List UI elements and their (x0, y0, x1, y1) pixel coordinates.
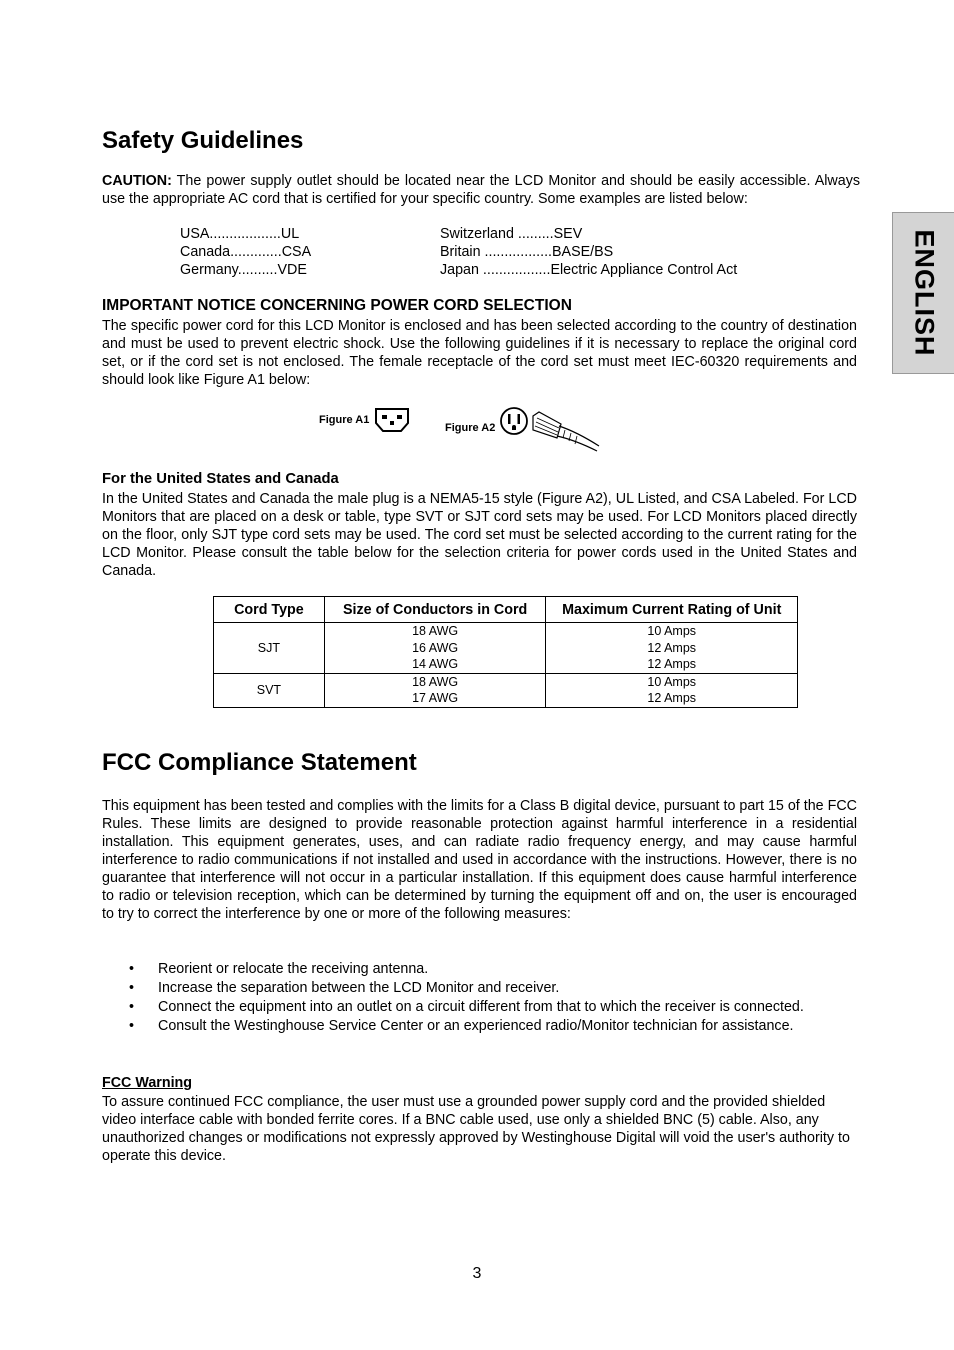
fcc-warning-title: FCC Warning (102, 1075, 193, 1091)
current-rating: 12 Amps (647, 657, 697, 671)
current-rating-cell (546, 673, 798, 707)
usca-paragraph: In the United States and Canada the male plug is a NEMA5-15 style (Figure A2), UL Listed, and CSA Labeled. For LCD Monitors that are placed on a desk or table, type SVT or SJT cord sets may be used. For LCD Monitors placed directly on the floor, only SJT type cord sets may be used. The cord set must be selected according to the current rating for the LCD Monitor. Please consult the table below for the selection criteria for power cords used in the United States and Canada. (102, 491, 857, 579)
receptacle-icon (373, 406, 411, 434)
safety-title: Safety Guidelines (102, 127, 304, 154)
fcc-paragraph: This equipment has been tested and complies with the limits for a Class B digital device, pursuant to part 15 of the FCC Rules. These limits are designed to provide reasonable protection against harmful interference in a residential installation. This equipment generates, uses, and can radiate radio frequency energy, and may cause harmful interference to radio communications if not installed and used in accordance with the instructions. However, there is no guarantee that interference will not occur in a particular installation. If this equipment does cause harmful interference to radio or television reception, which can be determined by turning the equipment off and on, the user is encouraged to try to correct the interference by one or more of the following measures: (102, 798, 857, 922)
caution-label: CAUTION: (102, 173, 172, 189)
conductor-size: 18 AWG (412, 674, 459, 689)
country-item: Switzerland .........SEV (440, 226, 583, 242)
fcc-warning-paragraph: To assure continued FCC compliance, the user must use a grounded power supply cord and the provided shielded video interface cable with bonded ferrite cores. If a BNC cable used, use only a shielded BNC (5) cable. Also, any unauthorized changes or modifications not expressly approved by Westinghouse Digital will void the user's authority to operate this device. (102, 1094, 850, 1164)
figure-a1-label: Figure A1 (319, 414, 370, 426)
table-row (214, 623, 798, 674)
country-item: USA..................UL (180, 226, 300, 242)
current-rating: 10 Amps (647, 624, 697, 638)
conductor-size-cell (324, 673, 546, 707)
cord-type-cell: SVT (214, 673, 325, 707)
current-rating-cell (546, 623, 798, 674)
list-item: • Consult the Westinghouse Service Center or an experienced radio/Monitor technician for assistance. (102, 1017, 857, 1035)
figure-a2-label: Figure A2 (445, 422, 496, 434)
notice-title: IMPORTANT NOTICE CONCERNING POWER CORD SELECTION (102, 297, 572, 314)
conductor-size: 16 AWG (412, 640, 459, 655)
table-row (214, 673, 798, 707)
country-list-left (180, 225, 311, 279)
conductor-size: 17 AWG (412, 691, 459, 705)
country-item: Britain .................BASE/BS (440, 244, 614, 260)
conductor-size: 14 AWG (412, 657, 459, 671)
current-rating: 12 Amps (647, 640, 697, 655)
language-tab-label: ENGLISH (909, 229, 939, 357)
table-header-cell: Maximum Current Rating of Unit (546, 597, 798, 623)
figure-a2 (445, 404, 603, 452)
caution-paragraph (102, 172, 860, 208)
country-item: Germany..........VDE (180, 262, 307, 278)
table-header-row (214, 597, 798, 623)
figure-a1 (319, 406, 411, 434)
country-item: Japan .................Electric Appliance Control Act (440, 262, 738, 278)
country-list-right (440, 225, 737, 279)
list-item: • Increase the separation between the LCD Monitor and receiver. (102, 979, 857, 997)
list-item: • Connect the equipment into an outlet on a circuit different from that to which the receiver is connected. (102, 998, 857, 1016)
table-header-cell: Cord Type (214, 597, 325, 623)
fcc-title: FCC Compliance Statement (102, 749, 417, 776)
caution-text: The power supply outlet should be located near the LCD Monitor and should be easily accessible. Always use the appropriate AC cord that is certified for your specific country. Some examples are listed below: (102, 173, 860, 207)
conductor-size: 18 AWG (412, 624, 459, 638)
fcc-measures-list (102, 960, 857, 1036)
plug-icon (499, 404, 603, 452)
cord-type-cell: SJT (214, 623, 325, 674)
cord-table (213, 596, 798, 708)
usca-title: For the United States and Canada (102, 471, 339, 487)
notice-paragraph: The specific power cord for this LCD Monitor is enclosed and has been selected according to the country of destination and must be used to prevent electric shock. Use the following guidelines if it is necessary to replace the original cord set, or if the cord set is not enclosed. The female receptacle of the cord set must meet IEC-60320 requirements and should look like Figure A1 below: (102, 318, 857, 388)
current-rating: 12 Amps (647, 691, 697, 705)
page-number: 3 (472, 1265, 482, 1282)
language-tab (892, 212, 954, 374)
table-header-cell: Size of Conductors in Cord (324, 597, 546, 623)
country-item: Canada.............CSA (180, 244, 312, 260)
list-item: • Reorient or relocate the receiving antenna. (102, 960, 857, 978)
current-rating: 10 Amps (647, 674, 697, 689)
conductor-size-cell (324, 623, 546, 674)
